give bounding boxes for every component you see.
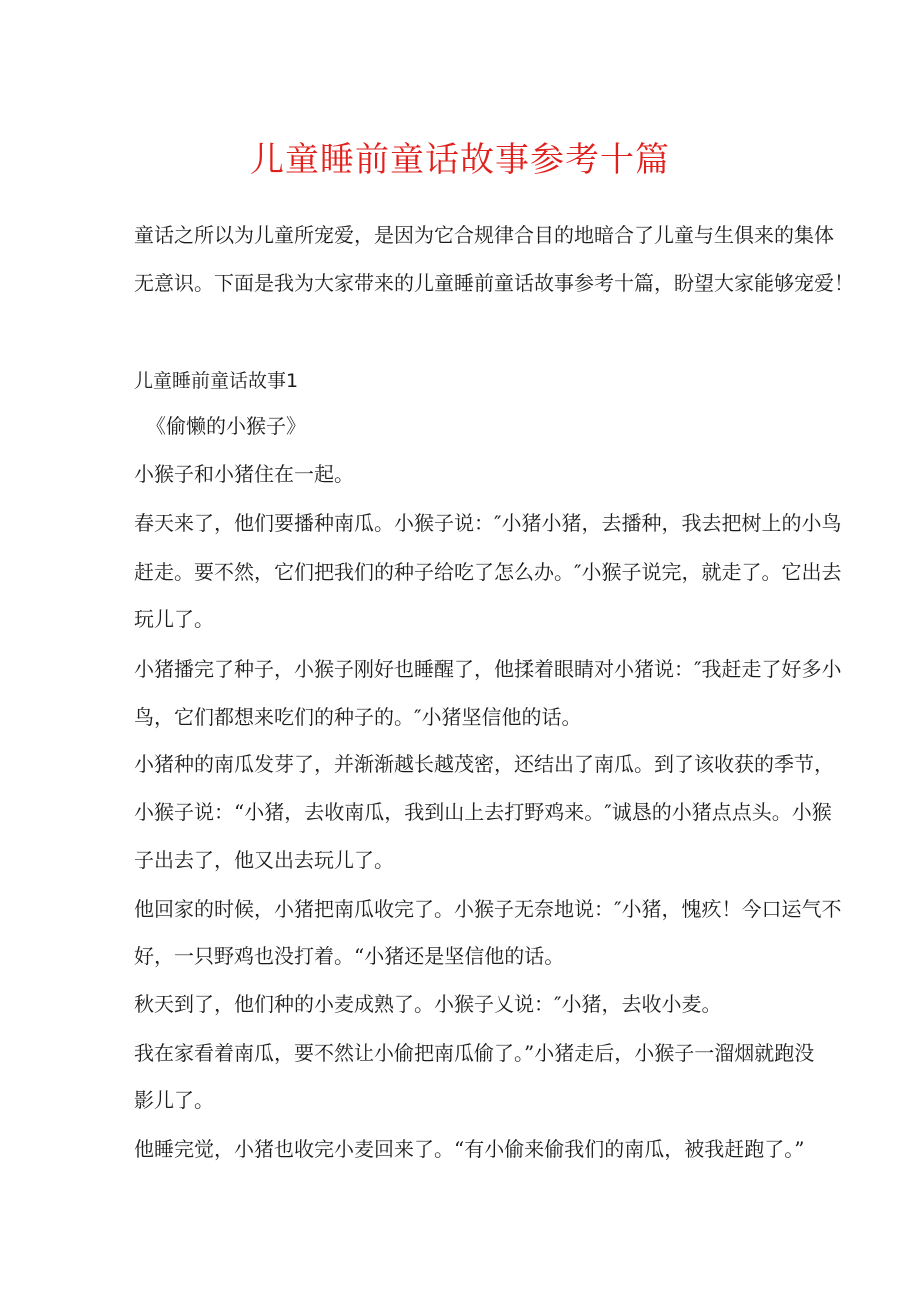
story-line: 子出去了，他又出去玩儿了。 [134,848,394,872]
story-line: 影儿了。 [134,1088,214,1112]
story-line: 春天来了，他们要播种南瓜。小猴子说：″小猪小猪，去播种，我去把树上的小鸟 [134,511,842,535]
story-line: 赶走。要不然，它们把我们的种子给吃了怎么办。″小猴子说完，就走了。它出去 [134,560,842,584]
intro-line: 童话之所以为儿童所宠爱，是因为它合规律合目的地暗合了儿童与生俱来的集体 [134,223,834,247]
story-line: 秋天到了，他们种的小麦成熟了。小猴子乂说：″小猪，去收小麦。 [134,992,722,1016]
story-line: 小猪播完了种子，小猴子刚好也睡醒了，他揉着眼睛对小猪说：″我赶走了好多小 [134,657,842,681]
story-line: 鸟，它们都想来吃们的种子的。″小猪坚信他的话。 [134,705,582,729]
story-line: 他睡完觉，小猪也收完小麦回来了。“有小偷来偷我们的南瓜，被我赶跑了。” [134,1137,805,1161]
story-line: 好，一只野鸡也没打着。“小猪还是坚信他的话。 [134,944,565,968]
story-line: 玩儿了。 [134,607,214,631]
story-line: 小猴子和小猪住在一起。 [134,462,354,486]
section-heading: 儿童睡前童话故事1 [134,370,299,392]
story-line: 他回家的时候，小猪把南瓜收完了。小猴子无奈地说：″小猪，愧疚！今口运气不 [134,897,842,921]
page-title: 儿童睡前童话故事参考十篇 [250,140,670,180]
intro-line: 无意识。下面是我为大家带来的儿童睡前童话故事参考十篇，盼望大家能够宠爱！ [134,271,854,295]
story-line: 我在家看着南瓜，要不然让小偷把南瓜偷了。”小猪走后，小猴子一溜烟就跑没 [134,1041,815,1065]
story-title: 《偷懒的小猴子》 [146,414,306,438]
story-line: 小猪种的南瓜发芽了，并渐渐越长越茂密，还结出了南瓜。到了该收获的季节， [134,752,834,776]
story-line: 小猴子说：“小猪，去收南瓜，我到山上去打野鸡来。″诚恳的小猪点点头。小猴 [134,800,832,824]
